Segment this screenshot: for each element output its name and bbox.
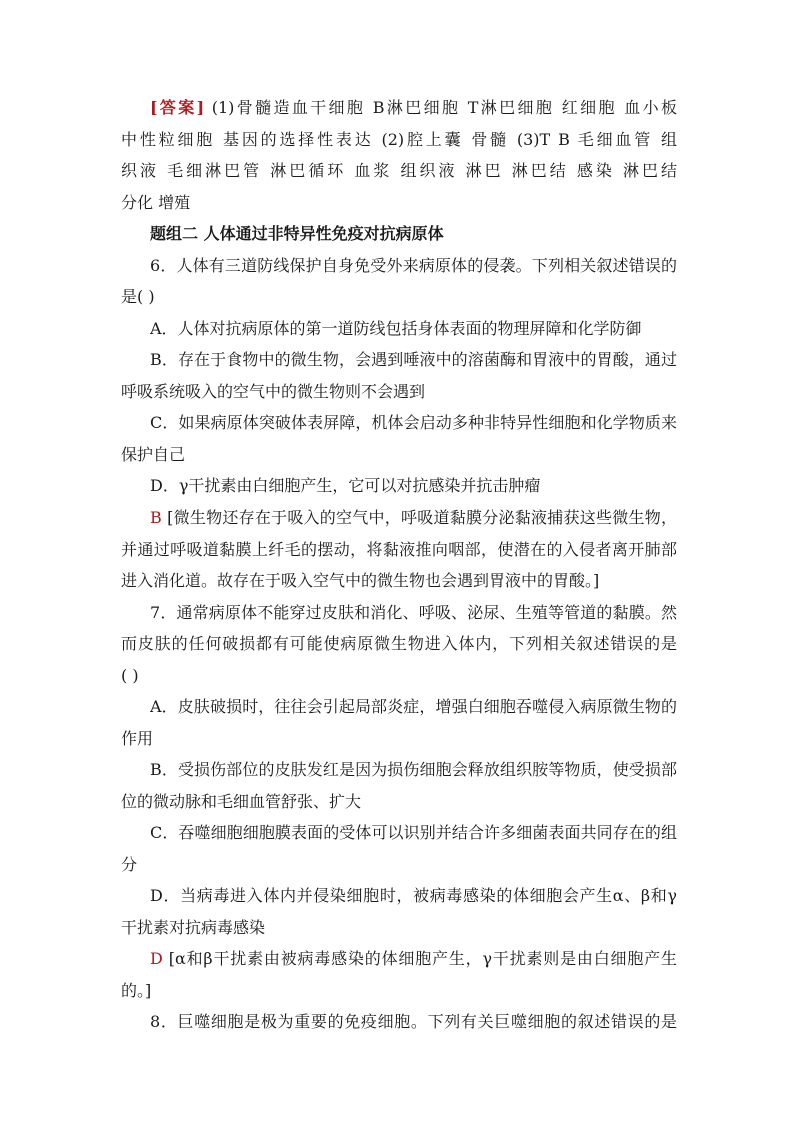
text-line xyxy=(121,125,677,155)
text-line xyxy=(150,1007,677,1037)
text-span: 的。] xyxy=(121,981,152,1000)
text-line xyxy=(121,661,677,691)
text-span: ( ) xyxy=(121,666,139,685)
text-line xyxy=(121,724,677,754)
text-span: 6．人体有三道防线保护自身免受外来病原体的侵袭。下列相关叙述错误的 xyxy=(150,256,677,275)
text-line xyxy=(121,976,677,1006)
text-span: 是( ) xyxy=(121,287,155,306)
text-line xyxy=(121,913,677,943)
text-line xyxy=(150,93,677,123)
text-line xyxy=(150,598,677,628)
text-line xyxy=(150,345,677,375)
text-span: [微生物还存在于吸入的空气中，呼吸道黏膜分泌黏液捕获这些微生物， xyxy=(161,508,677,527)
text-span: B．存在于食物中的微生物，会遇到唾液中的溶菌酶和胃液中的胃酸，通过 xyxy=(150,350,677,369)
text-span: D．γ干扰素由白细胞产生，它可以对抗感染并抗击肿瘤 xyxy=(150,476,541,495)
text-span: 7．通常病原体不能穿过皮肤和消化、呼吸、泌尿、生殖等管道的黏膜。然 xyxy=(150,603,677,622)
text-line xyxy=(150,818,677,848)
text-span: 作用 xyxy=(121,729,154,748)
text-line xyxy=(150,219,677,249)
text-line xyxy=(121,535,677,565)
text-span: 织液 毛细淋巴管 淋巴循环 血浆 组织液 淋巴 淋巴结 感染 淋巴结 xyxy=(121,161,677,180)
text-line xyxy=(121,629,677,659)
text-line xyxy=(150,314,677,344)
text-span: 中性粒细胞 基因的选择性表达 (2)腔上囊 骨髓 (3)T B 毛细血管 组 xyxy=(121,130,677,149)
text-span: 干扰素对抗病毒感染 xyxy=(121,918,266,937)
text-span: (1)骨髓造血干细胞 B淋巴细胞 T淋巴细胞 红细胞 血小板 xyxy=(204,98,677,117)
text-line xyxy=(150,251,677,281)
text-span: 分化 增殖 xyxy=(121,193,191,212)
text-line xyxy=(121,282,677,312)
text-line xyxy=(150,881,677,911)
text-span: C．如果病原体突破体表屏障，机体会启动多种非特异性细胞和化学物质来 xyxy=(150,413,677,432)
text-line xyxy=(121,440,677,470)
text-span: A．皮肤破损时，往往会引起局部炎症，增强白细胞吞噬侵入病原微生物的 xyxy=(150,697,677,716)
text-span: 位的微动脉和毛细血管舒张、扩大 xyxy=(121,792,362,811)
text-span: 8．巨噬细胞是极为重要的免疫细胞。下列有关巨噬细胞的叙述错误的是 xyxy=(150,1012,677,1031)
text-line xyxy=(121,377,677,407)
text-line xyxy=(121,566,677,596)
text-span: D．当病毒进入体内并侵染细胞时，被病毒感染的体细胞会产生α、β和γ xyxy=(150,886,677,905)
text-span: [α和β干扰素由被病毒感染的体细胞产生，γ干扰素则是由白细胞产生 xyxy=(162,949,677,968)
answer-marker: B xyxy=(150,508,162,527)
text-line xyxy=(121,850,677,880)
answer-marker: D xyxy=(150,949,163,968)
text-span: A．人体对抗病原体的第一道防线包括身体表面的物理屏障和化学防御 xyxy=(150,319,642,338)
text-line xyxy=(150,692,677,722)
text-line xyxy=(150,755,677,785)
text-line xyxy=(121,156,677,186)
text-span: 呼吸系统吸入的空气中的微生物则不会遇到 xyxy=(121,382,426,401)
text-line xyxy=(121,787,677,817)
text-span: 而皮肤的任何破损都有可能使病原微生物进入体内，下列相关叙述错误的是 xyxy=(121,634,677,653)
text-span: B．受损伤部位的皮肤发红是因为损伤细胞会释放组织胺等物质，使受损部 xyxy=(150,760,677,779)
text-line xyxy=(150,471,677,501)
text-span: 进入消化道。故存在于吸入空气中的微生物也会遇到胃液中的胃酸。] xyxy=(121,571,600,590)
text-span: C．吞噬细胞细胞膜表面的受体可以识别并结合许多细菌表面共同存在的组 xyxy=(150,823,677,842)
text-span: 保护自己 xyxy=(121,445,186,464)
text-span: 并通过呼吸道黏膜上纤毛的摆动，将黏液推向咽部，使潜在的入侵者离开肺部 xyxy=(121,540,677,559)
text-line xyxy=(150,944,677,974)
text-line xyxy=(121,188,677,218)
text-line xyxy=(150,408,677,438)
text-span: 分 xyxy=(121,855,138,874)
text-line xyxy=(150,503,677,533)
answer-marker: [答案] xyxy=(150,98,205,117)
text-span: 题组二 人体通过非特异性免疫对抗病原体 xyxy=(150,224,444,243)
